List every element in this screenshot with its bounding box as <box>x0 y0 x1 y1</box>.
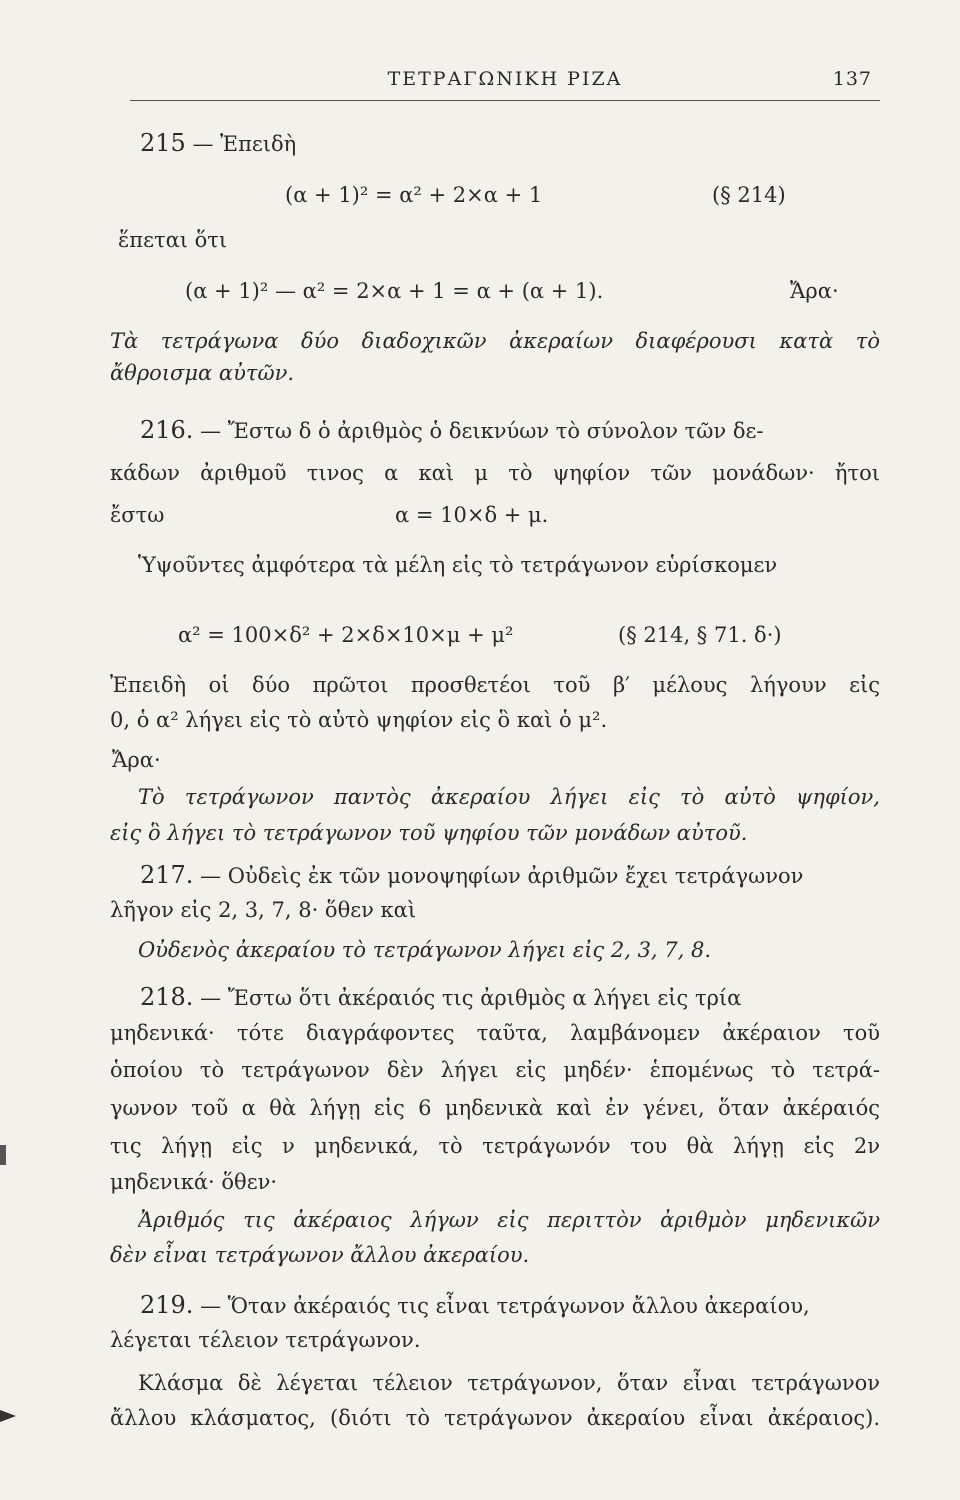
text-line: Ἄρα· <box>112 748 161 772</box>
text-line: Κλάσμα δὲ λέγεται τέλειον τετράγωνον, ὅταν εἶναι τετράγωνον <box>138 1371 880 1395</box>
text-line: ἄλλου κλάσματος, (διότι τὸ τετράγωνον ἀκεραίου εἶναι ἀκέραιος). <box>110 1406 880 1430</box>
section-219-heading <box>140 1290 880 1321</box>
page-edge-mark <box>0 1410 16 1422</box>
equation: (α + 1)² — α² = 2×α + 1 = α + (α + 1). <box>185 279 604 303</box>
section-218-heading <box>140 982 880 1013</box>
text-line: λέγεται τέλειον τετράγωνον. <box>110 1328 421 1352</box>
equation-reference: (§ 214, § 71. δ·) <box>618 623 782 647</box>
theorem-line: δὲν εἶναι τετράγωνον ἄλλου ἀκεραίου. <box>110 1243 530 1267</box>
section-number: 219. <box>140 1291 194 1319</box>
text-line: μηδενικά· τότε διαγράφοντες ταῦτα, λαμβάνομεν ἀκέραιον τοῦ <box>110 1021 880 1045</box>
section-lead: — Ἐπειδὴ <box>192 132 297 156</box>
theorem-line: ἄθροισμα αὐτῶν. <box>110 361 295 385</box>
section-lead: — Ὅταν ἀκέραιός τις εἶναι τετράγωνον ἄλλου ἀκεραίου, <box>200 1294 810 1318</box>
text-line: μηδενικά· ὅθεν· <box>110 1170 278 1194</box>
section-216-heading <box>140 415 880 446</box>
text-line: Ἄρα· <box>790 279 839 303</box>
theorem-line: Τὰ τετράγωνα δύο διαδοχικῶν ἀκεραίων διαφέρουσι κατὰ τὸ <box>110 329 880 353</box>
theorem-line: Οὐδενὸς ἀκεραίου τὸ τετράγωνον λήγει εἰς 2, 3, 7, 8. <box>138 938 712 962</box>
text-line: Ἐπειδὴ οἱ δύο πρῶτοι προσθετέοι τοῦ β′ μέλους λήγουν εἰς <box>110 673 880 697</box>
text-line: ὁποίου τὸ τετράγωνον δὲν λήγει εἰς μηδέν· ἑπομένως τὸ τετρά- <box>110 1058 880 1082</box>
section-215-heading <box>140 128 296 159</box>
section-lead: — Ἔστω δ ὁ ἀριθμὸς ὁ δεικνύων τὸ σύνολον τῶν δε- <box>200 419 764 443</box>
text-line: τις λήγῃ εἰς ν μηδενικά, τὸ τετράγωνόν του θὰ λήγῃ εἰς 2ν <box>110 1134 880 1158</box>
text-line: 0, ὁ α² λήγει εἰς τὸ αὐτὸ ψηφίον εἰς ὃ καὶ ὁ μ². <box>110 708 608 732</box>
theorem-line: Ἀριθμός τις ἀκέραιος λήγων εἰς περιττὸν ἀριθμὸν μηδενικῶν <box>138 1208 880 1232</box>
section-lead: — Οὐδεὶς ἐκ τῶν μονοψηφίων ἀριθμῶν ἔχει τετράγωνον <box>200 864 804 888</box>
text-line: κάδων ἀριθμοῦ τινος α καὶ μ τὸ ψηφίον τῶν μονάδων· ἤτοι <box>110 461 880 485</box>
theorem-line: εἰς ὃ λήγει τὸ τετράγωνον τοῦ ψηφίου τῶν μονάδων αὐτοῦ. <box>110 821 748 845</box>
section-number: 218. <box>140 983 194 1011</box>
text-line: ἕπεται ὅτι <box>118 228 228 252</box>
text-line: γωνον τοῦ α θὰ λήγῃ εἰς 6 μηδενικὰ καὶ ἐν γένει, ὅταν ἀκέραιός <box>110 1096 880 1120</box>
section-lead: — Ἔστω ὅτι ἀκέραιός τις ἀριθμὸς α λήγει εἰς τρία <box>200 986 742 1010</box>
equation-reference: (§ 214) <box>712 183 786 207</box>
section-number: 216. <box>140 416 194 444</box>
equation: α = 10×δ + μ. <box>395 503 549 527</box>
page-number: 137 <box>832 68 872 90</box>
text-line: ἔστω <box>110 503 165 527</box>
header-title: ΤΕΤΡΑΓΩΝΙΚΗ ΡΙΖΑ <box>387 68 623 90</box>
equation: (α + 1)² = α² + 2×α + 1 <box>285 183 543 207</box>
text-line: Ὑψοῦντες ἀμφότερα τὰ μέλη εἰς τὸ τετράγωνον εὑρίσκομεν <box>138 553 778 577</box>
theorem-line: Τὸ τετράγωνον παντὸς ἀκεραίου λήγει εἰς τὸ αὐτὸ ψηφίον, <box>138 785 880 809</box>
page-edge-mark <box>0 1145 6 1165</box>
section-number: 215 <box>140 129 186 157</box>
section-217-heading <box>140 860 880 891</box>
running-header <box>130 60 880 101</box>
section-number: 217. <box>140 861 194 889</box>
equation: α² = 100×δ² + 2×δ×10×μ + μ² <box>178 623 514 647</box>
text-line: λῆγον εἰς 2, 3, 7, 8· ὅθεν καὶ <box>110 898 417 922</box>
